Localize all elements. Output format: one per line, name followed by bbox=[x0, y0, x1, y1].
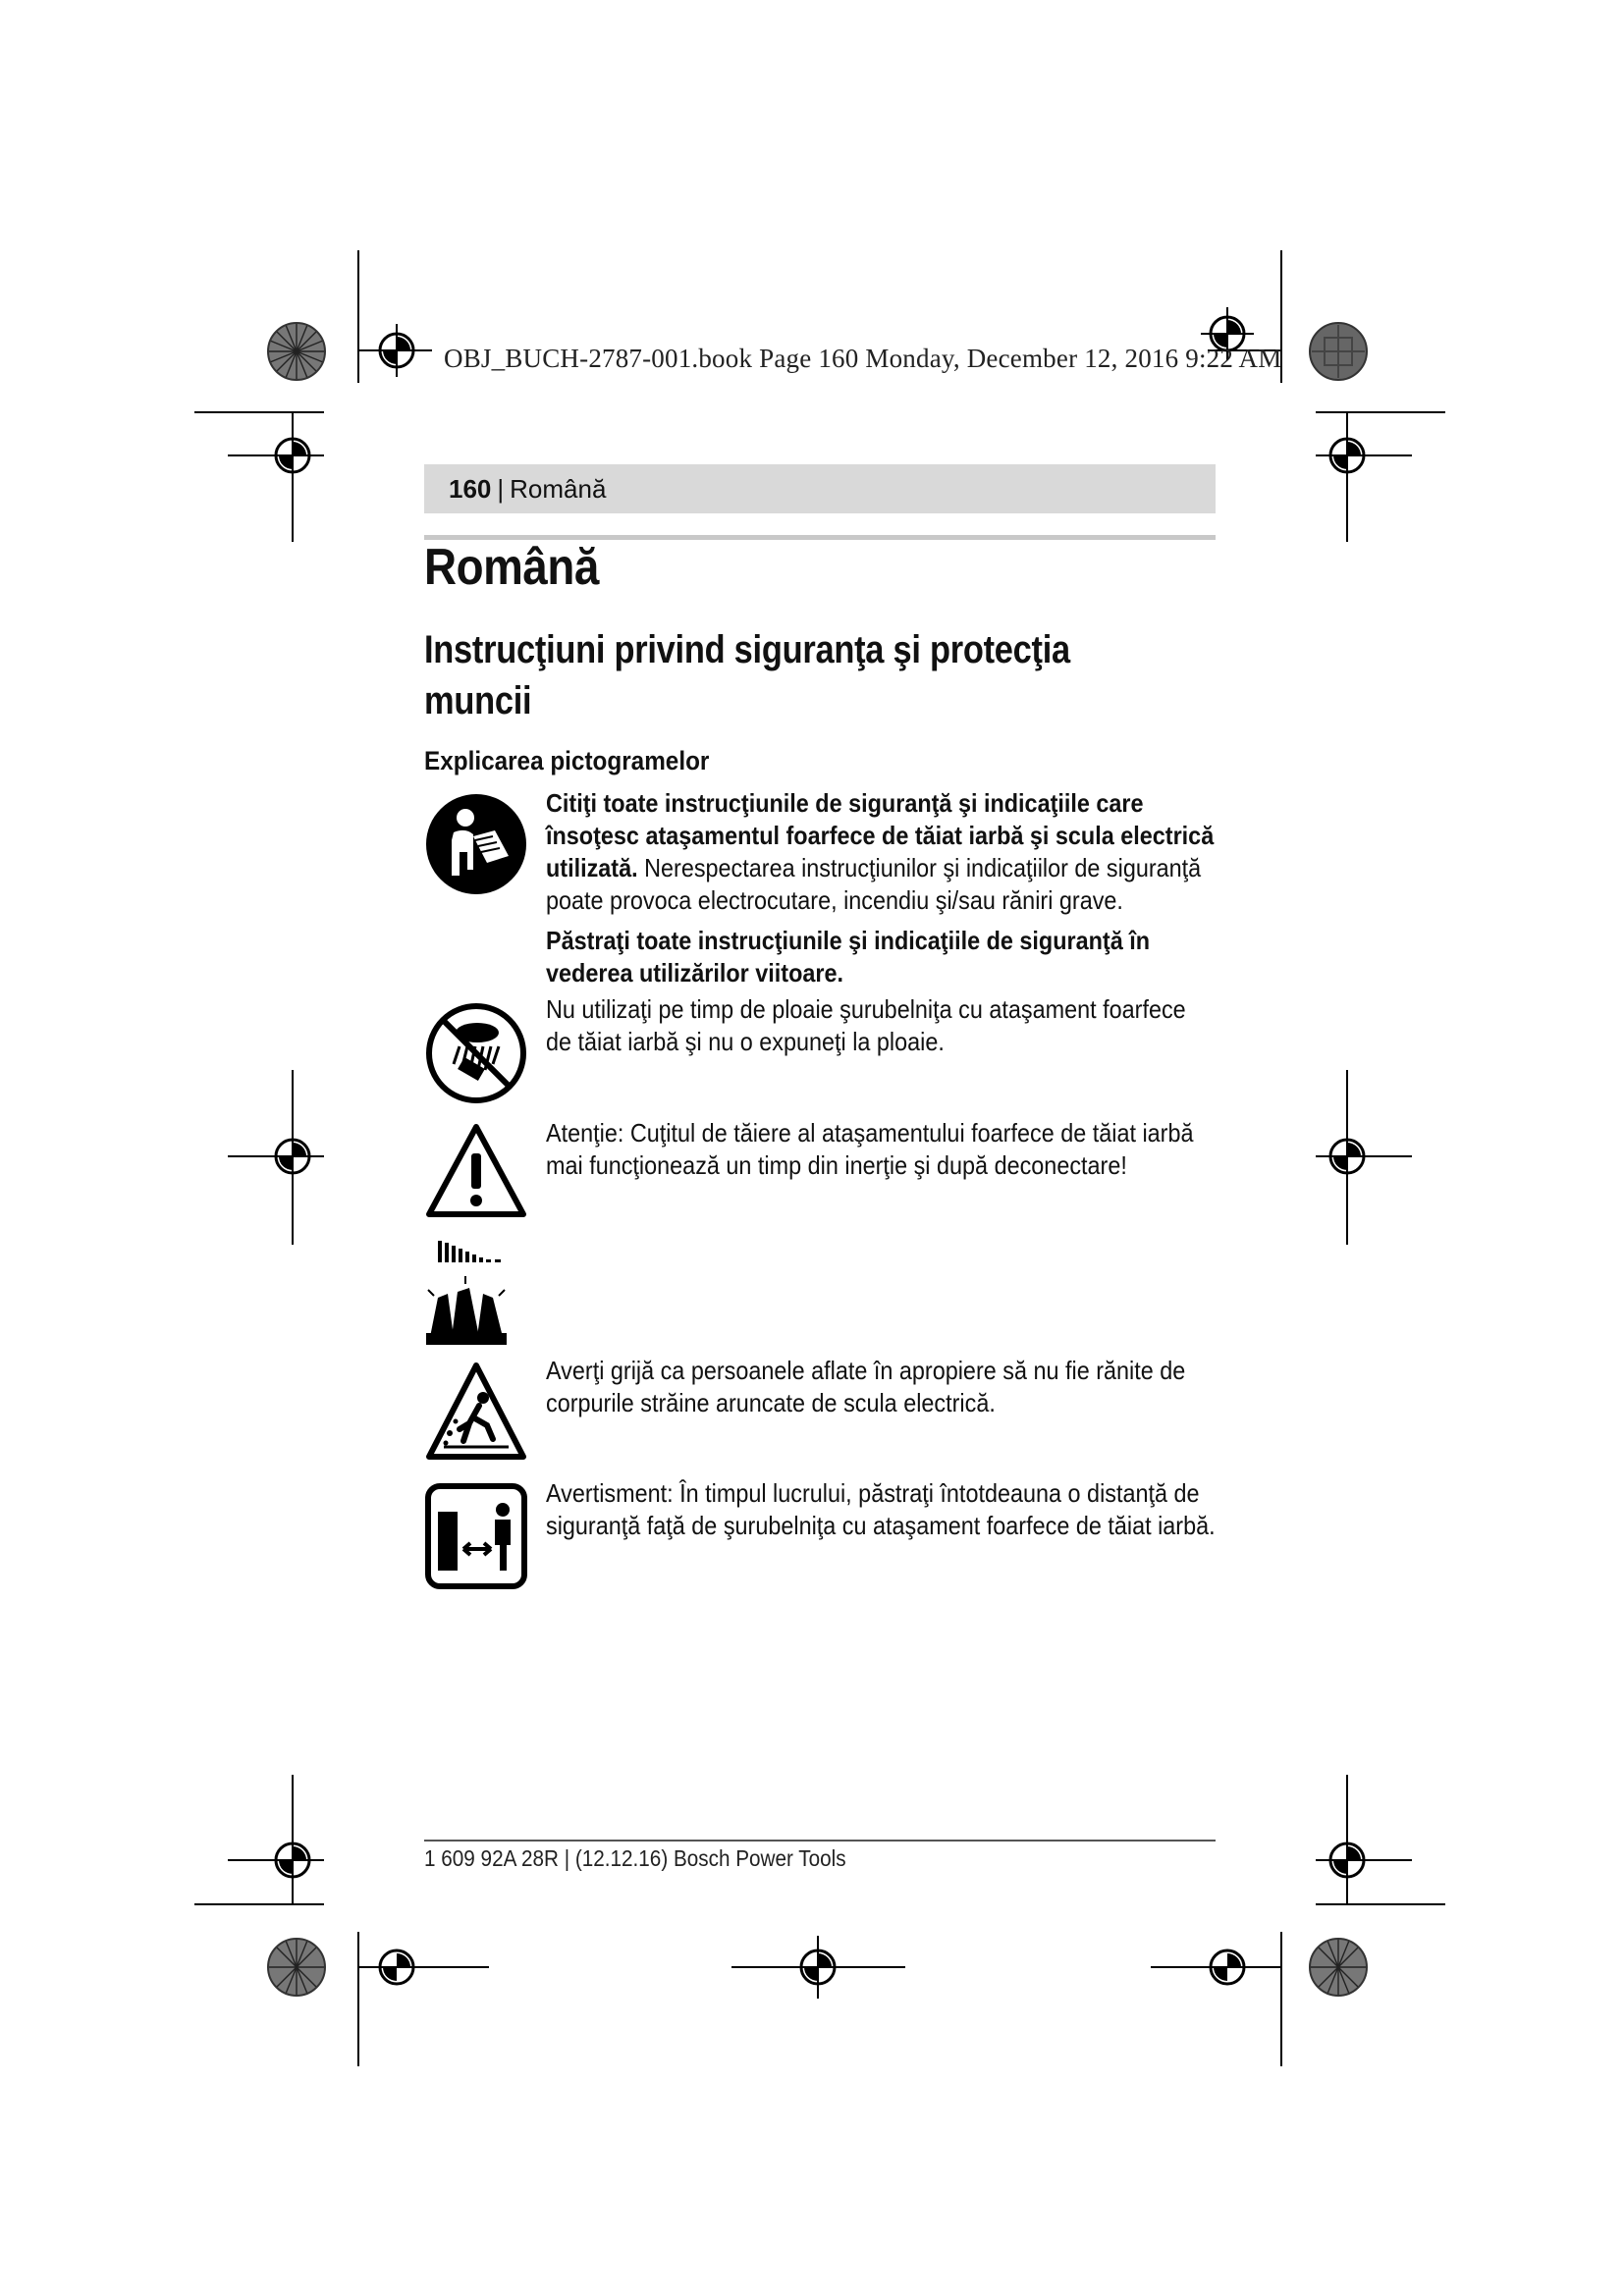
read-manual-detail: Nerespectarea instrucţiunilor şi indicaţiilor de siguranţă poate provoca electrocutare, incendiu şi/sau răniri grave. bbox=[546, 853, 1202, 915]
proof-header: OBJ_BUCH-2787-001.book Page 160 Monday, December 12, 2016 9:22 AM bbox=[444, 344, 1282, 373]
read-manual-text bbox=[546, 787, 1218, 917]
blade-warning-text: Atenţie: Cuţitul de tăiere al ataşamentului foarfece de tăiat iarbă mai funcţionează un timp din inerţie şi după deconectare! bbox=[546, 1118, 1194, 1180]
footer-divider bbox=[424, 1840, 1216, 1842]
read-manual-icon bbox=[424, 791, 528, 897]
registration-star-icon bbox=[1308, 1937, 1369, 1998]
keep-instructions-text bbox=[546, 925, 1218, 989]
page-language: Română bbox=[510, 473, 607, 504]
safe-distance-icon bbox=[424, 1482, 528, 1590]
pictogram-heading: Explicarea pictogramelor bbox=[424, 746, 710, 775]
safe-distance-text: Avertisment: În timpul lucrului, păstraţi întotdeauna o distanţă de siguranţă faţă de şurubelniţa cu ataşament foarfece de tăiat iarbă. bbox=[546, 1478, 1216, 1540]
blade-coast-down-icon bbox=[424, 1239, 509, 1347]
registration-star-icon bbox=[266, 321, 327, 382]
section-title: Română bbox=[424, 539, 599, 596]
thrown-objects-icon bbox=[424, 1361, 528, 1463]
warning-triangle-icon bbox=[424, 1122, 528, 1220]
page-separator: | bbox=[497, 473, 505, 504]
page-footer: 1 609 92A 28R | (12.12.16) Bosch Power Tools bbox=[424, 1845, 846, 1871]
safety-subtitle: Instrucţiuni privind siguranţa şi protecţia muncii bbox=[424, 628, 1070, 722]
page-number: 160 bbox=[449, 473, 492, 504]
thrown-objects-text: Averţi grijă ca persoanele aflate în apropiere să nu fie rănite de corpurile străine aruncate de scula electrică. bbox=[546, 1356, 1186, 1417]
color-target-icon bbox=[1308, 321, 1369, 382]
page-header-band bbox=[424, 464, 1216, 513]
keep-instructions-bold: Păstraţi toate instrucţiunile şi indicaţiile de siguranţă în vederea utilizărilor viitoare. bbox=[546, 926, 1151, 988]
no-rain-text: Nu utilizaţi pe timp de ploaie şurubelniţa cu ataşament foarfece de tăiat iarbă şi nu o expuneţi la ploaie. bbox=[546, 994, 1186, 1056]
no-rain-icon bbox=[424, 1001, 528, 1105]
registration-star-icon bbox=[266, 1937, 327, 1998]
read-manual-bold: Citiţi toate instrucţiunile de siguranţă şi indicaţiile care însoţesc ataşamentul foarfece de tăiat iarbă şi scula electrică utilizată. bbox=[546, 788, 1215, 882]
